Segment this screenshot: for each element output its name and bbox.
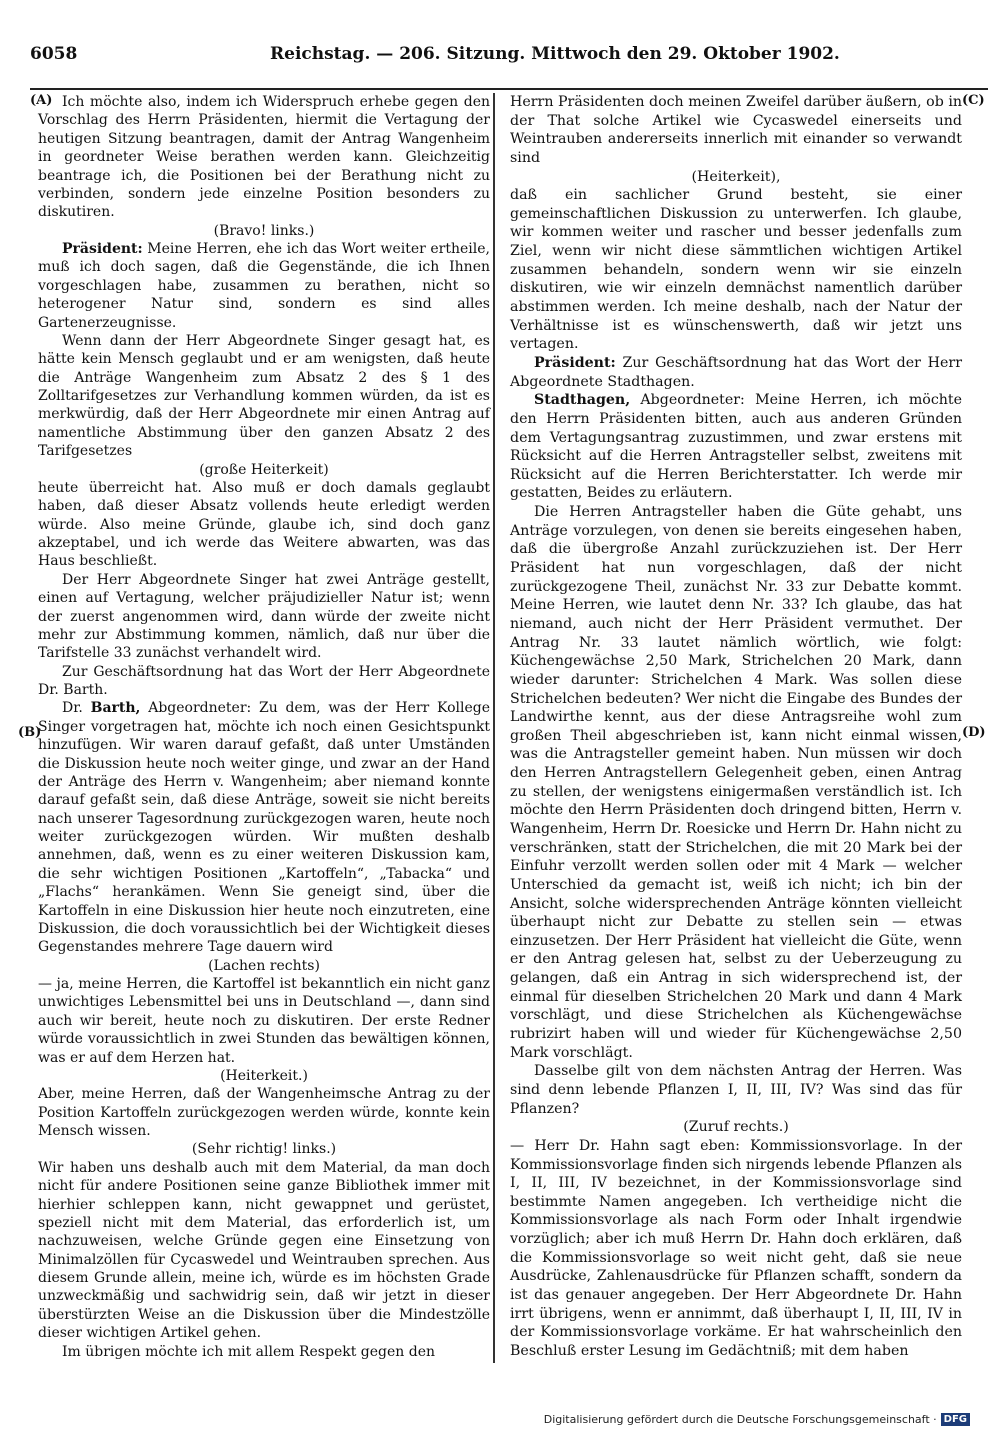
paragraph-text: Abgeordneter: Meine Herren, ich möchte den Herrn Präsidenten bitten, auch aus anderen Gründen dem Vertagungsantrag zuzustimmen, und zwar erstens mit Rücksicht auf die Herren Antragsteller selbst, zweitens mit Rücksicht auf die Herren Berichterstatter. Ich werde mir gestatten, Beides zu erläutern. (510, 392, 962, 502)
paragraph (38, 332, 490, 461)
interjection (38, 1140, 490, 1158)
left-column (38, 93, 490, 1361)
paragraph-text: Meine Herren, ehe ich das Wort weiter ertheile, muß ich doch sagen, daß die Gegenstände, die ich Ihnen vorgeschlagen habe, zusammen zu berathen, nicht so heterogener Natur sind, sondern es sind alles Gartenerzeugnisse. (38, 241, 490, 331)
speaker-prefix: Dr. (62, 700, 91, 717)
dfg-logo: DFG (941, 1413, 970, 1426)
paragraph-text: — ja, meine Herren, die Kartoffel ist bekanntlich ein nicht ganz unwichtiges Lebensmittel bei uns in Deutschland —, dann sind auch wir bereit, heute noch zu diskutiren. Der erste Redner würde voraussichtlich in zwei Stunden das bewältigen können, was er auf dem Herzen hat. (38, 976, 490, 1066)
interjection (38, 222, 490, 240)
interjection (38, 461, 490, 479)
paragraph (38, 479, 490, 571)
paragraph (510, 93, 962, 168)
page-number: 6058 (30, 44, 78, 64)
paragraph (510, 354, 962, 391)
paragraph-text: heute überreicht hat. Also muß er doch damals geglaubt haben, daß dieser Absatz vollends heute erledigt werden würde. Also meine Gründe, glaube ich, sind doch ganz akzeptabel, und ich werde das Weitere abwarten, was das Haus beschließt. (38, 479, 490, 570)
paragraph (510, 186, 962, 354)
paragraph (38, 1085, 490, 1140)
paragraph (38, 699, 490, 956)
paragraph-text: (Zuruf rechts.) (683, 1119, 789, 1136)
paragraph (510, 391, 962, 503)
paragraph-text: (große Heiterkeit) (199, 461, 329, 478)
paragraph (510, 503, 962, 1062)
margin-marker-c: (C) (962, 93, 985, 108)
speaker-name: Präsident: (62, 241, 143, 257)
paragraph (38, 571, 490, 663)
header-rule (30, 88, 988, 90)
paragraph-text: Ich möchte also, indem ich Widerspruch erhebe gegen den Vorschlag des Herrn Präsidenten, hiermit die Vertagung der heutigen Sitzung beantragen, damit der Antrag Wangenheim in geordneter Weise berathen werden kann. Gleichzeitig beantrage ich, die Positionen bei der Berathung nicht zu verbinden, sondern jede einzelne Position besonders zu diskutiren. (38, 94, 490, 221)
paragraph-text: Abgeordneter: Zu dem, was der Herr Kollege Singer vorgetragen hat, möchte ich noch einen Gesichtspunkt hinzufügen. Wir waren darauf gefaßt, daß unter Umständen die Diskussion heute noch weiter ginge, und zwar an der Hand der Anträge des Herrn v. Wangenheim; aber niemand konnte darauf gefaßt sein, daß diese Anträge, soweit sie nicht bereits nach unserer Tagesordnung zurückgezogen waren, heute noch weiter zurückgezogen würden. Wir mußten deshalb annehmen, daß, wenn es zu einer weiteren Diskussion kam, die sehr wichtigen Positionen „Kartoffeln“, „Tabacka“ und „Flachs“ herankämen. Wenn Sie geneigt sind, über die Kartoffeln in eine Diskussion hier heute noch einzutreten, eine Diskussion, die doch voraussichtlich bei der Wichtigkeit dieses Gegenstandes mehrere Tage dauern wird (38, 700, 490, 956)
speaker-name: Stadthagen, (534, 392, 631, 409)
paragraph (38, 663, 490, 700)
paragraph-text: daß ein sachlicher Grund besteht, sie einer gemeinschaftlichen Diskussion zu unterwerfen. Ich glaube, wir kommen weiter und rascher und besser jedenfalls zum Ziel, wenn wir nicht diese sämmtlichen wichtigen Artikel zusammen behandeln, sondern wenn wir sie einzeln diskutiren, wie wir einzeln demnächst namentlich darüber abstimmen werden. Ich meine deshalb, nach der Natur der Verhältnisse ist es wünschenswerth, daß wir jetzt uns vertagen. (510, 187, 962, 353)
interjection (510, 168, 962, 187)
paragraph (510, 1062, 962, 1118)
paragraph-text: (Heiterkeit), (691, 168, 781, 185)
footer-credit (544, 1413, 970, 1426)
interjection (38, 1067, 490, 1085)
paragraph (510, 1137, 962, 1361)
paragraph-text: Die Herren Antragsteller haben die Güte gehabt, uns Anträge vorzulegen, von denen sie bereits eingesehen haben, daß die übergroße Anzahl zurückzuziehen ist. Der Herr Präsident hat nun vorgeschlagen, daß der nicht zurückgezogene Theil, zunächst Nr. 33 zur Debatte kommt. Meine Herren, wie lautet denn Nr. 33? Ich glaube, das hat niemand, auch nicht der Herr Präsident vermuthet. Der Antrag Nr. 33 lautet nämlich wörtlich, wie folgt: Küchengewächse 2,50 Mark, Strichelchen 20 Mark, dann wieder darunter: Strichelchen 4 Mark. Was sollen diese Strichelchen bedeuten? Wer nicht die Eingabe des Bundes der Landwirthe kennt, aus der diese Antragsreihe wohl zum großen Theil abgeschrieben ist, kann nicht einmal wissen, was die Antragsteller gemeint haben. Nun müssen wir doch den Herren Antragstellern Gelegenheit geben, einen Antrag zu stellen, der wenigstens einigermaßen verständlich ist. Ich möchte den Herrn Präsidenten doch dringend bitten, Herrn v. Wangenheim, Herrn Dr. Roesicke und Herrn Dr. Hahn nicht zu verschränken, statt der Strichelchen, die mit 20 Mark bei der Einfuhr verzollt werden sollen oder mit 4 Mark — welcher Unterschied da gemacht ist, weiß ich nicht; ich bin der Ansicht, solche widersprechenden Anträge könnten vielleicht überhaupt nicht zur Debatte zu stellen sein — etwas einzusetzen. Der Herr Präsident hat vielleicht die Güte, wenn er den Antrag gelesen hat, selbst zu der Ueberzeugung zu gelangen, daß ein Antrag in sich widersprechend ist, der einmal für dieselben Strichelchen 20 Mark und dann 4 Mark vorschlägt, und diese Strichelchen als Küchengewächse rubrizirt haben will und wieder für Küchengewächse 2,50 Mark vorschlägt. (510, 504, 962, 1061)
speaker-name: Präsident: (534, 354, 616, 371)
paragraph-text: Wenn dann der Herr Abgeordnete Singer gesagt hat, es hätte kein Mensch geglaubt und er am wenigsten, daß heute die Anträge Wangenheim zum Absatz 2 des § 1 des Zolltarifgesetzes zur Verhandlung kommen würden, da ist es merkwürdig, daß der Herr Abgeordnete mir einen Antrag auf namentliche Abstimmung über den ganzen Absatz 2 des Tarifgesetzes (38, 332, 490, 460)
paragraph-text: Zur Geschäftsordnung hat das Wort der Herr Abgeordnete Stadthagen. (510, 354, 962, 390)
margin-marker-a: (A) (30, 93, 53, 108)
paragraph-text: Zur Geschäftsordnung hat das Wort der Herr Abgeordnete Dr. Barth. (38, 663, 490, 698)
paragraph-text: Wir haben uns deshalb auch mit dem Material, da man doch nicht für andere Positionen seine ganze Bibliothek immer mit hierhier schleppen kann, nicht gewappnet und gerüstet, speziell nicht mit dem Material, das erforderlich ist, um nachzuweisen, welche Gründe gegen eine Einsetzung von Minimalzöllen für Cycaswedel und Weintrauben sprechen. Aus diesem Grunde allein, meine ich, würde es im höchsten Grade unzweckmäßig und sachwidrig sein, daß wir jetzt in dieser überstürzten Weise an die Diskussion über die Mindestzölle dieser wichtigen Artikel gehen. (38, 1159, 490, 1342)
page-header (30, 44, 988, 74)
paragraph-text: (Heiterkeit.) (220, 1067, 308, 1084)
margin-marker-d: (D) (962, 725, 986, 740)
paragraph-text: (Sehr richtig! links.) (191, 1141, 337, 1158)
paragraph (38, 240, 490, 332)
paragraph (38, 1343, 490, 1361)
paragraph-text: Im übrigen möchte ich mit allem Respekt gegen den (62, 1343, 436, 1360)
paragraph (38, 975, 490, 1067)
column-separator (493, 93, 495, 1363)
paragraph-text: Aber, meine Herren, daß der Wangenheimsche Antrag zu der Position Kartoffeln zurückgezogen werden würde, konnte kein Mensch wissen. (38, 1086, 490, 1139)
paragraph (38, 1159, 490, 1343)
paragraph-text: (Lachen rechts) (208, 957, 320, 974)
margin-marker-b: (B) (18, 725, 42, 740)
paragraph-text: Dasselbe gilt von dem nächsten Antrag der Herren. Was sind denn lebende Pflanzen I, II, III, IV? Was sind das für Pflanzen? (510, 1063, 962, 1117)
footer-text: Digitalisierung gefördert durch die Deutsche Forschungsgemeinschaft · (543, 1413, 937, 1426)
paragraph-text: Der Herr Abgeordnete Singer hat zwei Anträge gestellt, einen auf Vertagung, welcher präjudizieller Natur ist; wenn der zuerst angenommen wird, dann würde der zweite nicht mehr zur Abstimmung kommen, nämlich, daß nur über die Tarifstelle 33 zunächst verhandelt wird. (38, 571, 490, 662)
interjection (38, 957, 490, 975)
paragraph-text: (Bravo! links.) (213, 222, 315, 239)
running-title: Reichstag. — 206. Sitzung. Mittwoch den 29. Oktober 1902. (270, 44, 840, 64)
paragraph-text: Herrn Präsidenten doch meinen Zweifel darüber äußern, ob in der That solche Artikel wie Cycaswedel einerseits und Weintrauben andererseits innerlich mit einander so verwandt sind (510, 94, 962, 166)
paragraph (38, 93, 490, 222)
right-column (510, 93, 962, 1361)
interjection (510, 1118, 962, 1137)
paragraph-text: — Herr Dr. Hahn sagt eben: Kommissionsvorlage. In der Kommissionsvorlage finden sich nirgends lebende Pflanzen als I, II, III, IV bezeichnet, in der Kommissionsvorlage sind bestimmte Namen angegeben. Ich vertheidige nicht die Kommissionsvorlage als nach Form oder Inhalt irgendwie vorzüglich; aber ich muß Herrn Dr. Hahn doch erklären, daß die Kommissionsvorlage so weit nicht geht, daß sie neue Ausdrücke, Zahlenausdrücke für Pflanzen schafft, sondern da ist das genauer angegeben. Der Herr Abgeordnete Dr. Hahn irrt übrigens, wenn er annimmt, daß überhaupt I, II, III, IV in der Kommissionsvorlage vorkäme. Er hat wahrscheinlich den Beschluß erster Lesung im Gedächtniß; mit dem haben (510, 1137, 962, 1359)
speaker-name: Barth, (90, 700, 141, 717)
